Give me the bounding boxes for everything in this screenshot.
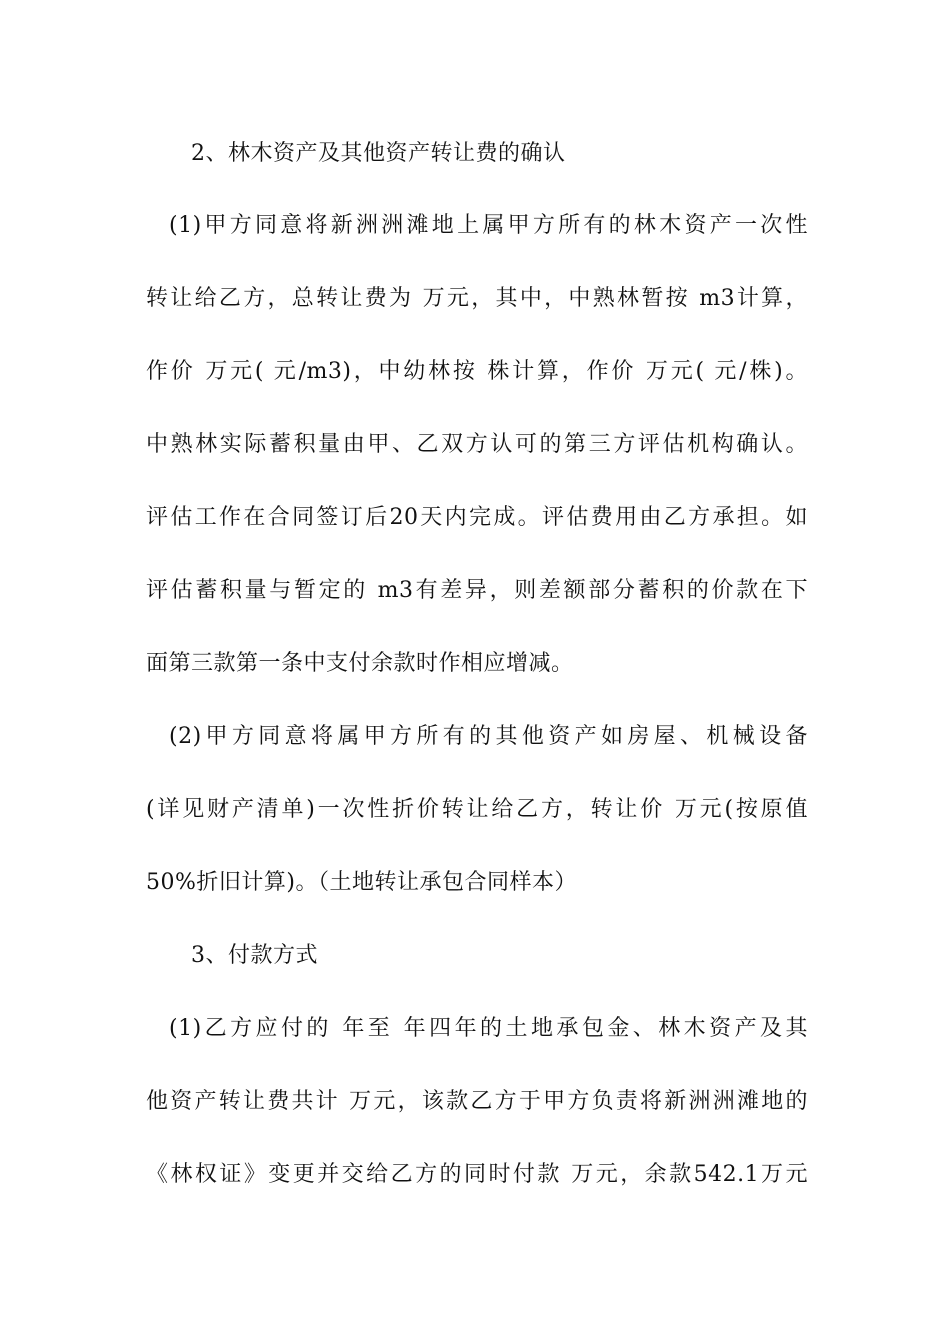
paragraph-line: (1)甲方同意将新洲洲滩地上属甲方所有的林木资产一次性 xyxy=(169,213,808,238)
paragraph-line: 中熟林实际蓄积量由甲、乙双方认可的第三方评估机构确认。 xyxy=(146,432,808,457)
paragraph-line: 转让给乙方，总转让费为 万元，其中，中熟林暂按 m3计算， xyxy=(146,286,808,311)
paragraph-line: 评估蓄积量与暂定的 m3有差异，则差额部分蓄积的价款在下 xyxy=(146,578,808,603)
section-heading-asset-transfer-fee: 2、林木资产及其他资产转让费的确认 xyxy=(191,141,566,166)
paragraph-line: 评估工作在合同签订后20天内完成。评估费用由乙方承担。如 xyxy=(146,505,808,530)
paragraph-line: (2)甲方同意将属甲方所有的其他资产如房屋、机械设备 xyxy=(169,724,808,749)
paragraph-line: (详见财产清单)一次性折价转让给乙方，转让价 万元(按原值 xyxy=(146,797,808,822)
paragraph-line: (1)乙方应付的 年至 年四年的土地承包金、林木资产及其 xyxy=(169,1016,808,1041)
paragraph-line: 《林权证》变更并交给乙方的同时付款 万元，余款542.1万元 xyxy=(146,1162,808,1187)
paragraph-line: 他资产转让费共计 万元，该款乙方于甲方负责将新洲洲滩地的 xyxy=(146,1089,808,1114)
section-heading-payment-method: 3、付款方式 xyxy=(191,943,318,968)
paragraph-line: 50%折旧计算)。（土地转让承包合同样本） xyxy=(146,870,577,895)
paragraph-line: 面第三款第一条中支付余款时作相应增减。 xyxy=(146,651,574,676)
paragraph-line: 作价 万元( 元/m3)，中幼林按 株计算，作价 万元( 元/株)。 xyxy=(146,359,808,384)
